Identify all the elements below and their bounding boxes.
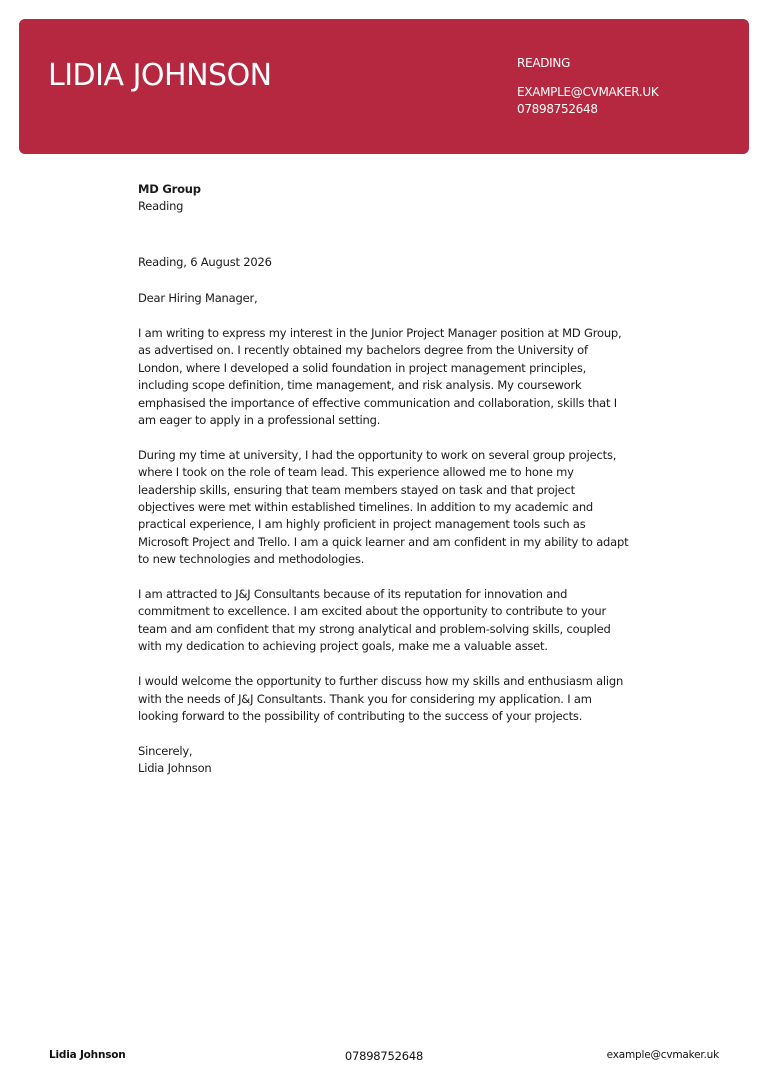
applicant-name: LIDIA JOHNSON	[48, 58, 272, 93]
header-city: READING	[517, 56, 571, 70]
letter-date: Reading, 6 August 2026	[138, 254, 272, 269]
footer	[0, 1049, 768, 1065]
header-email: EXAMPLE@CVMAKER.UK	[517, 85, 659, 99]
paragraph: I am attracted to J&J Consultants because of its reputation for innovation and commitment to excellence. I am excited about the opportunity to contribute to your team and am confident that my strong analytical and problem-solving skills, coupled with my dedication to achieving project goals, make me a valuable asset.	[138, 587, 611, 654]
closing: Sincerely,	[138, 743, 193, 758]
signature-name: Lidia Johnson	[138, 761, 212, 776]
header-banner	[19, 19, 749, 154]
footer-name: Lidia Johnson	[49, 1049, 126, 1061]
recipient-company: MD Group	[138, 182, 201, 196]
recipient-city: Reading	[138, 199, 184, 214]
footer-email: example@cvmaker.uk	[606, 1049, 719, 1061]
paragraph: I am writing to express my interest in the Junior Project Manager position at MD Group, as advertised on. I recently obtained my bachelors degree from the University of London, where I developed a solid foundation in project management principles, including scope definition, time management, and risk analysis. My coursework emphasised the importance of effective communication and collaboration, skills that I am eager to apply in a professional setting.	[138, 326, 622, 428]
footer-phone: 07898752648	[344, 1049, 424, 1063]
salutation: Dear Hiring Manager,	[138, 291, 258, 306]
paragraph: I would welcome the opportunity to further discuss how my skills and enthusiasm align with the needs of J&J Consultants. Thank you for considering my application. I am looking forward to the possibility of contributing to the success of your projects.	[138, 674, 624, 723]
header-phone: 07898752648	[517, 102, 598, 116]
paragraph: During my time at university, I had the opportunity to work on several group projects, where I took on the role of team lead. This experience allowed me to hone my leadership skills, ensuring that team members stayed on task and that project objectives were met within established timelines. In addition to my academic and practical experience, I am highly proficient in project management tools such as Microsoft Project and Trello. I am a quick learner and am confident in my ability to adapt to new technologies and methodologies.	[138, 447, 629, 567]
header-contact-block	[517, 55, 658, 118]
letter-body	[138, 181, 633, 778]
